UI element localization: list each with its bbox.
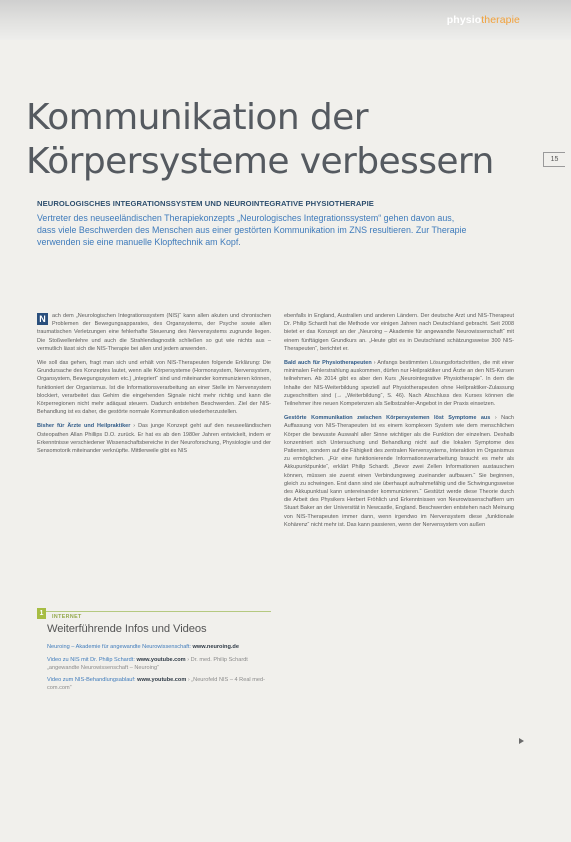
infobox-badge: 1	[37, 608, 46, 619]
left-column	[37, 312, 271, 461]
paragraph	[284, 414, 514, 529]
section-tag-accent: therapie	[481, 14, 520, 26]
section-tag-main: physio	[446, 14, 482, 26]
link-description: Video zu NIS mit Dr. Philip Schardt:	[47, 656, 135, 663]
section-tag	[400, 14, 520, 26]
paragraph: Wie soll das gehen, fragt man sich und erhält von NIS-Therapeuten folgende Erklärung: Die Grundursache des Konzeptes lautet, wenn alle Körpersysteme (Hormonsystem, Nervensystem, Organsystem, Bewegungssystem etc.) „integriert“ sind und miteinander kommunizieren können, funktioniert der Organismus. Ist die Informationsverarbeitung an einer Stelle im Nervensystem blockiert, verarbeitet das Gehirn die eingehenden Signale nicht mehr richtig und kann die Körperregionen nicht mehr adäquat steuern. Dadurch entstehen Beschwerden. Ziel der NIS-Behandlung ist es daher, die gestörte normale Kommunikation wiederherzustellen.	[37, 360, 271, 416]
link-url[interactable]: www.youtube.com	[136, 656, 186, 663]
paragraph-text: › Nach Auffassung von NIS-Therapeuten ist es einem komplexen System wie dem menschlichen Körper die bewusste Auswahl aller Sinne wichtiger als die Funktion der einzelnen. Deshalb konzentriert sich Untersuchung und Behandlung nicht auf die lokalen Symptome des Patienten, sondern auf die Fähigkeit des zentralen Nervensystems, Interaktion im Organismus zu ermöglichen. „Für eine funktionierende Informationsverarbeitung braucht es mehr als Akkupunktpunkte“, erklärt Philip Schardt. „Bevor zwei Zellen Informationen austauschen können, müssen sie zuerst einen Verbindungsweg zueinander aufbauen.“ Sie beginnen, gleich zu schwingen. Erst dann sind sie überhaupt aufnahmefähig und die Schwingungsweise des Akkupunktual kann untereinander kommunizieren.“ Gestützt werde diese Theorie durch die Arbeit des Physikers Herbert Fröhlich und Erkenntnissen von Neurowissenschaftlern um Stuart Baker an der Universität in Newcastle, England. Beschwerden entstehen nach Meinung von NIS-Therapeuten immer dann, wenn irgendwo im Nervensystem diese „funktionale Kohärenz“ nicht mehr ist. Das kann passieren, wenn der Nervensystem von außen	[284, 415, 514, 528]
paragraph: ebenfalls in England, Australien und anderen Ländern. Der deutsche Arzt und NIS-Therapeut Dr. Philip Schardt hat die Methode vor einigen Jahren nach Deutschland gebracht. Seit 2008 bietet er das Konzept an der „Neuroing – Akademie für angewandte Neurowissenschaft“ mit einem fünftägigen Grundkurs an. „Heute gibt es in Deutschland schätzungsweise 300 NIS-Therapeuten“, berichtet er.	[284, 313, 514, 352]
paragraph	[284, 359, 514, 408]
paragraph-lead-in: Bisher für Ärzte und Heilpraktiker	[37, 423, 131, 430]
internet-infobox	[37, 608, 271, 736]
paragraph-lead-in: Bald auch für Physiotherapeuten	[284, 360, 372, 367]
paragraph	[37, 422, 271, 455]
infobox-label: INTERNET	[52, 614, 82, 620]
link-note: › „Neurofeld NIS – 4 Real med-com.com“	[47, 677, 265, 692]
headline-line-1: Kommunikation der	[26, 97, 368, 138]
page-number: 15	[543, 152, 565, 167]
header-band	[0, 0, 571, 40]
link-entry[interactable]	[47, 677, 265, 693]
lead-paragraph: Vertreter des neuseeländischen Therapiekonzepts „Neurologisches Integrationssystem“ gehen davon aus, dass viele Beschwerden des Menschen aus einer gestörten Kommunikation im ZNS resultieren. Zur Therapie verwenden sie eine manuelle Klopftechnik am Kopf.	[37, 213, 467, 248]
paragraph-lead-in: Gestörte Kommunikation zwischen Körpersystemen löst Symptome aus	[284, 415, 491, 422]
paragraph-text: › Anfangs bestimmten Lösungsfortschritten, die mit einer minimalen Fehlerstrahlung auskommen, dürfen nur Heilpraktiker und Ärzte an den NIS-Kursen teilnehmen. Ab 2014 gibt es aber den Kurs „Neurointegrative Physiotherapie“. In dem die Inhalte der NIS-Weiterbildung speziell auf Physiotherapeuten ohne Heilpraktiker-Zulassung zugeschnitten sind (→ „Weiterbildung“, S. 46). Nach Abschluss des Kurses können die Teilnehmer ihre neuen Kompetenzen als Selbstzahler-Angebot in der Praxis einsetzen.	[284, 360, 514, 408]
link-entry[interactable]	[47, 644, 265, 652]
infobox-title: Weiterführende Infos und Videos	[47, 623, 207, 635]
paragraph-text: ach dem „Neurologischen Integrationssystem (NIS)“ kann allen akuten und chronischen Problemen der Bewegungsapparates, des Organsystems, der Psyche sowie allen traumatischen Verletzungen eine fehlerhafte Steuerung des Nervensystems zugrunde liegen. Die Stoßwellenlehre und auch die Strahlendiagnostik schließen so gut wie nichts aus – vermutlich lässt sich die NIS-Therapie bei allen und jedem anwenden.	[37, 313, 271, 352]
link-description: Video zum NIS-Behandlungsablauf:	[47, 677, 136, 684]
infobox-links	[47, 644, 265, 698]
paragraph	[37, 312, 271, 353]
continue-arrow-icon	[519, 738, 524, 744]
link-description: Neuroing – Akademie für angewandte Neurowissenschaft:	[47, 644, 191, 650]
infobox-rule	[37, 611, 271, 612]
headline-line-2: Körpersysteme verbessern	[26, 141, 494, 182]
link-url[interactable]: www.neuroing.de	[192, 644, 239, 650]
link-note: › Dr. med. Philip Schardt „angewandte Neurowissenschaft – Neuroing“	[47, 656, 248, 671]
link-entry[interactable]	[47, 657, 265, 673]
paragraph-text: › Das junge Konzept geht auf den neuseeländischen Osteopathen Allan Phillips D.O. zurück. Er hat es ab den 1980er Jahren entwickelt, indem er Erkenntnisse verschiedener Wissenschaftsbereiche in der Neuroforschung, Physiologie und der Sensomotorik miteinander verknüpfte. Mittlerweile gibt es NIS	[37, 423, 271, 455]
drop-cap: N	[37, 313, 48, 325]
link-url[interactable]: www.youtube.com	[137, 677, 187, 684]
headline	[26, 96, 526, 184]
kicker: NEUROLOGISCHES INTEGRATIONSSYSTEM UND NEUROINTEGRATIVE PHYSIOTHERAPIE	[37, 199, 374, 208]
right-column	[284, 312, 514, 535]
